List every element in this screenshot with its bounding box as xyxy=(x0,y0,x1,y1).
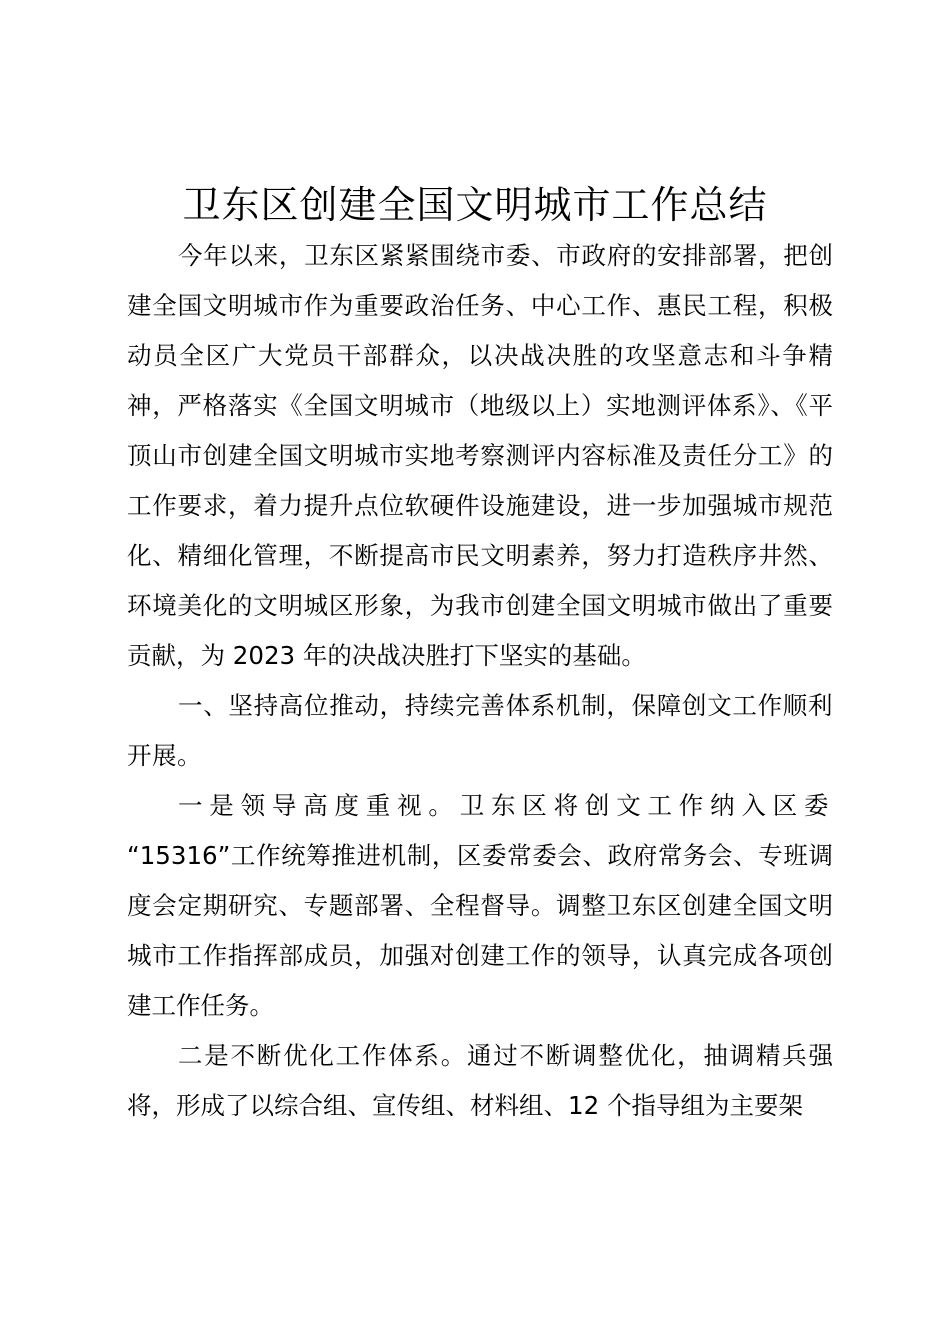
point-1-paragraph: “15316”工作统筹推进机制，区委常委会、政府常务会、专班调度会定期研究、专题部署、全程督导。调整卫东区创建全国文明城市工作指挥部成员，加强对创建工作的领导，认真完成各项创建工作任务。 xyxy=(127,841,833,1020)
section-heading-1: 一、坚持高位推动，持续完善体系机制，保障创文工作顺利开展。 xyxy=(127,691,833,770)
document-body xyxy=(127,231,833,1131)
point-1-lead: 一是领导高度重视。卫东区将创文工作纳入区委 xyxy=(178,791,833,820)
document-title: 卫东区创建全国文明城市工作总结 xyxy=(182,183,768,227)
intro-paragraph: 今年以来，卫东区紧紧围绕市委、市政府的安排部署，把创建全国文明城市作为重要政治任务、中心工作、惠民工程，积极动员全区广大党员干部群众，以决战决胜的攻坚意志和斗争精神，严格落实《全国文明城市（地级以上）实地测评体系》、《平顶山市创建全国文明城市实地考察测评内容标准及责任分工》的工作要求，着力提升点位软硬件设施建设，进一步加强城市规范化、精细化管理，不断提高市民文明素养，努力打造秩序井然、环境美化的文明城区形象，为我市创建全国文明城市做出了重要贡献，为 2023 年的决战决胜打下坚实的基础。 xyxy=(127,241,833,670)
point-2-paragraph: 二是不断优化工作体系。通过不断调整优化，抽调精兵强将，形成了以综合组、宣传组、材料组、12 个指导组为主要架 xyxy=(127,1041,833,1120)
